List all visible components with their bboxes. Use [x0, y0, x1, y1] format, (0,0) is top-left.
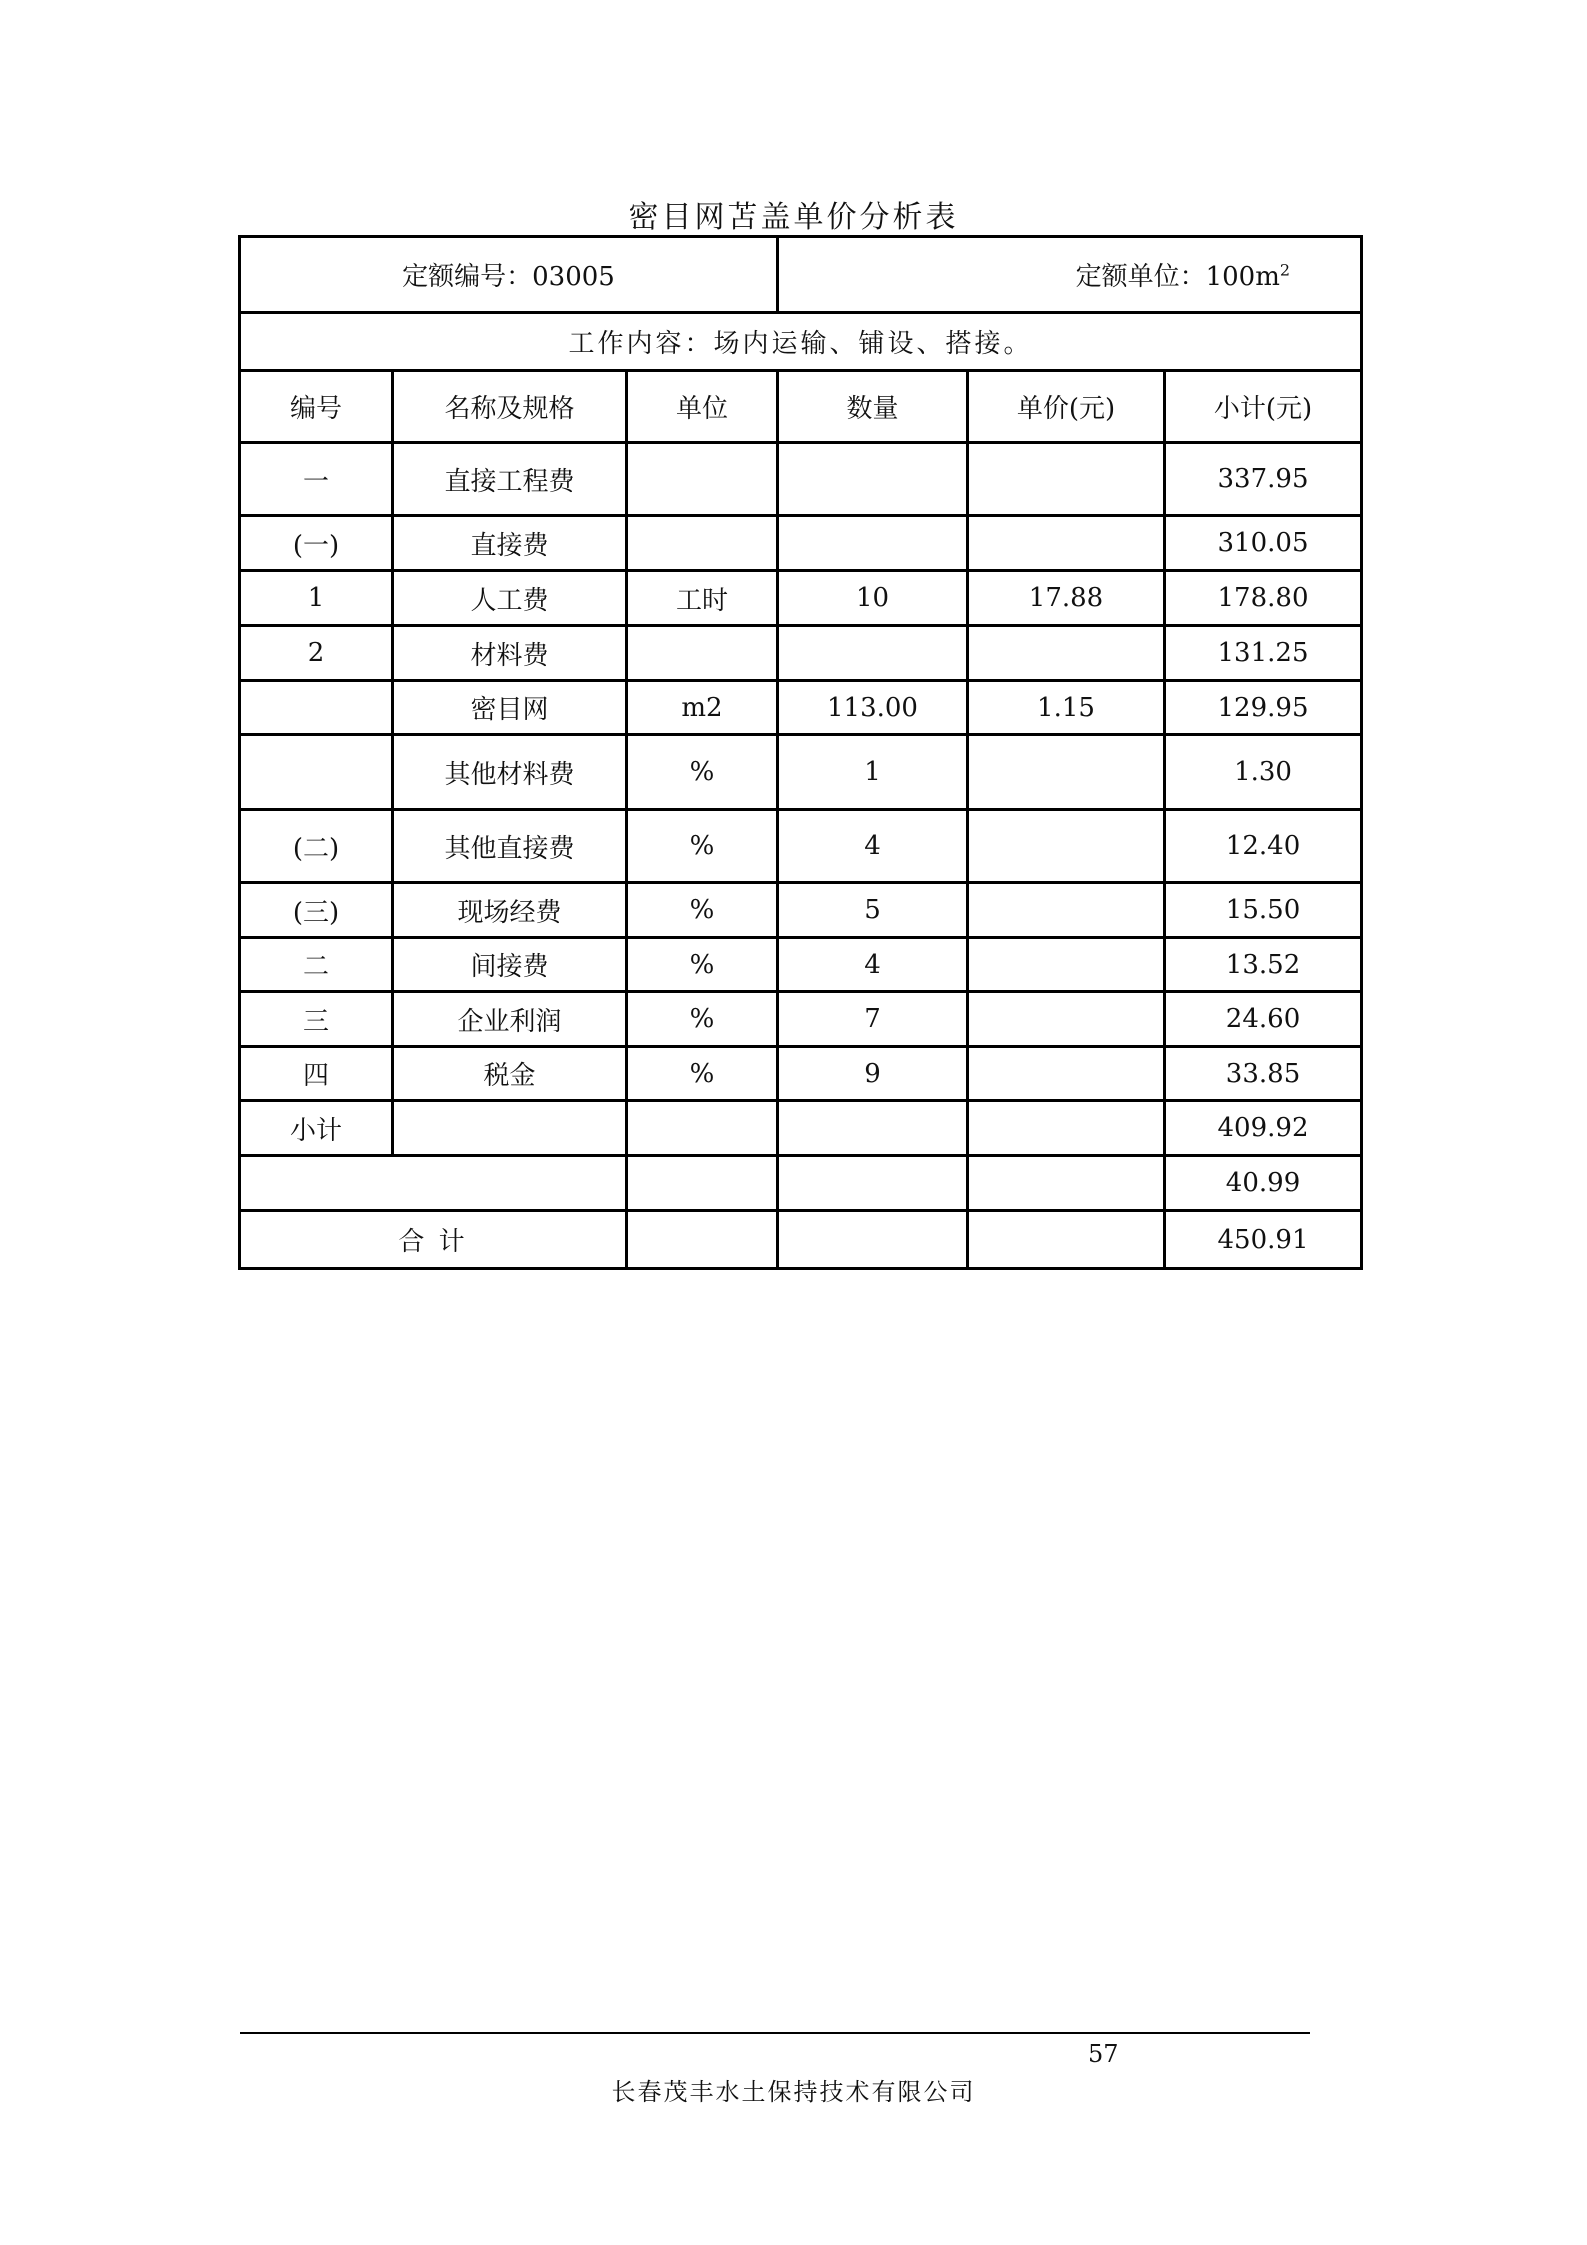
cell-subtotal: 12.40	[1165, 810, 1362, 883]
cell-empty	[968, 1156, 1165, 1211]
table-row	[240, 626, 1362, 681]
cell-name: 其他材料费	[393, 735, 627, 810]
cell-qty: 5	[778, 883, 968, 938]
cell-no: 二	[240, 938, 393, 992]
cell-qty	[778, 443, 968, 516]
cell-name: 密目网	[393, 681, 627, 735]
cell-qty: 1	[778, 735, 968, 810]
cell-unit: 工时	[627, 571, 778, 626]
cell-price	[968, 992, 1165, 1047]
table-row	[240, 1047, 1362, 1101]
quota-unit-text: 定额单位：100m	[1075, 262, 1280, 292]
cell-name: 其他直接费	[393, 810, 627, 883]
cell-price	[968, 938, 1165, 992]
cell-subtotal: 33.85	[1165, 1047, 1362, 1101]
work-content: 工作内容：场内运输、铺设、搭接。	[240, 313, 1362, 371]
cell-no	[240, 735, 393, 810]
subtotal-label: 小计	[240, 1101, 393, 1156]
cell-qty: 113.00	[778, 681, 968, 735]
cell-subtotal: 15.50	[1165, 883, 1362, 938]
cell-name: 现场经费	[393, 883, 627, 938]
cell-no: 三	[240, 992, 393, 1047]
cell-unit: %	[627, 992, 778, 1047]
col-header-name: 名称及规格	[393, 371, 627, 443]
cell-subtotal: 24.60	[1165, 992, 1362, 1047]
page-title: 密目网苫盖单价分析表	[628, 200, 959, 235]
cell-name: 税金	[393, 1047, 627, 1101]
col-header-subtotal: 小计(元)	[1165, 371, 1362, 443]
cell-price: 17.88	[968, 571, 1165, 626]
cell-name: 企业利润	[393, 992, 627, 1047]
cell-price	[968, 516, 1165, 571]
page-number: 57	[1088, 2040, 1119, 2068]
cell-no: 一	[240, 443, 393, 516]
cell-empty	[968, 1211, 1165, 1269]
cell-unit: %	[627, 735, 778, 810]
cell-unit: m2	[627, 681, 778, 735]
cell-unit: %	[627, 938, 778, 992]
total-row	[240, 1211, 1362, 1269]
cell-empty	[968, 1101, 1165, 1156]
work-content-row	[240, 313, 1362, 371]
cell-name: 直接费	[393, 516, 627, 571]
cell-subtotal: 337.95	[1165, 443, 1362, 516]
cell-name: 间接费	[393, 938, 627, 992]
cell-empty	[778, 1156, 968, 1211]
cell-subtotal: 310.05	[1165, 516, 1362, 571]
cell-empty	[627, 1211, 778, 1269]
table-row	[240, 681, 1362, 735]
cell-qty	[778, 626, 968, 681]
table-row	[240, 810, 1362, 883]
cell-qty	[778, 516, 968, 571]
cell-unit: %	[627, 1047, 778, 1101]
cell-price: 1.15	[968, 681, 1165, 735]
cell-subtotal: 13.52	[1165, 938, 1362, 992]
quota-unit-sup: 2	[1279, 260, 1291, 280]
total-value: 450.91	[1165, 1211, 1362, 1269]
cell-empty	[240, 1156, 627, 1211]
table-row	[240, 883, 1362, 938]
cell-subtotal: 131.25	[1165, 626, 1362, 681]
cell-subtotal: 129.95	[1165, 681, 1362, 735]
cell-qty: 9	[778, 1047, 968, 1101]
col-header-price: 单价(元)	[968, 371, 1165, 443]
cell-no: 1	[240, 571, 393, 626]
cell-no: (三)	[240, 883, 393, 938]
cell-price	[968, 735, 1165, 810]
cell-subtotal: 1.30	[1165, 735, 1362, 810]
extra-value: 40.99	[1165, 1156, 1362, 1211]
quota-unit	[778, 237, 1362, 313]
cell-name: 材料费	[393, 626, 627, 681]
cell-empty	[393, 1101, 627, 1156]
col-header-unit: 单位	[627, 371, 778, 443]
cell-price	[968, 883, 1165, 938]
cell-empty	[627, 1156, 778, 1211]
quota-header-row	[240, 237, 1362, 313]
cell-unit: %	[627, 883, 778, 938]
cell-empty	[778, 1101, 968, 1156]
cell-subtotal: 178.80	[1165, 571, 1362, 626]
cell-unit	[627, 626, 778, 681]
total-label: 合 计	[240, 1211, 627, 1269]
subtotal-row	[240, 1101, 1362, 1156]
table-row	[240, 735, 1362, 810]
cell-qty: 4	[778, 810, 968, 883]
cell-qty: 4	[778, 938, 968, 992]
cell-price	[968, 1047, 1165, 1101]
cell-price	[968, 443, 1165, 516]
table-row	[240, 992, 1362, 1047]
cell-unit	[627, 516, 778, 571]
cell-qty: 7	[778, 992, 968, 1047]
cell-no	[240, 681, 393, 735]
cell-qty: 10	[778, 571, 968, 626]
cell-no: (一)	[240, 516, 393, 571]
cell-unit	[627, 443, 778, 516]
cell-unit: %	[627, 810, 778, 883]
cell-no: 四	[240, 1047, 393, 1101]
table-row	[240, 938, 1362, 992]
table-row	[240, 443, 1362, 516]
col-header-qty: 数量	[778, 371, 968, 443]
col-header-no: 编号	[240, 371, 393, 443]
cell-name: 直接工程费	[393, 443, 627, 516]
extra-row	[240, 1156, 1362, 1211]
cell-no: (二)	[240, 810, 393, 883]
footer-divider	[240, 2032, 1310, 2034]
cell-name: 人工费	[393, 571, 627, 626]
cell-empty	[778, 1211, 968, 1269]
company-name: 长春茂丰水土保持技术有限公司	[611, 2078, 976, 2106]
quota-code: 定额编号：03005	[240, 237, 778, 313]
table-row	[240, 516, 1362, 571]
column-header-row	[240, 371, 1362, 443]
cell-no: 2	[240, 626, 393, 681]
unit-price-table	[238, 235, 1363, 1270]
subtotal-value: 409.92	[1165, 1101, 1362, 1156]
cell-price	[968, 810, 1165, 883]
table-row	[240, 571, 1362, 626]
cell-empty	[627, 1101, 778, 1156]
cell-price	[968, 626, 1165, 681]
